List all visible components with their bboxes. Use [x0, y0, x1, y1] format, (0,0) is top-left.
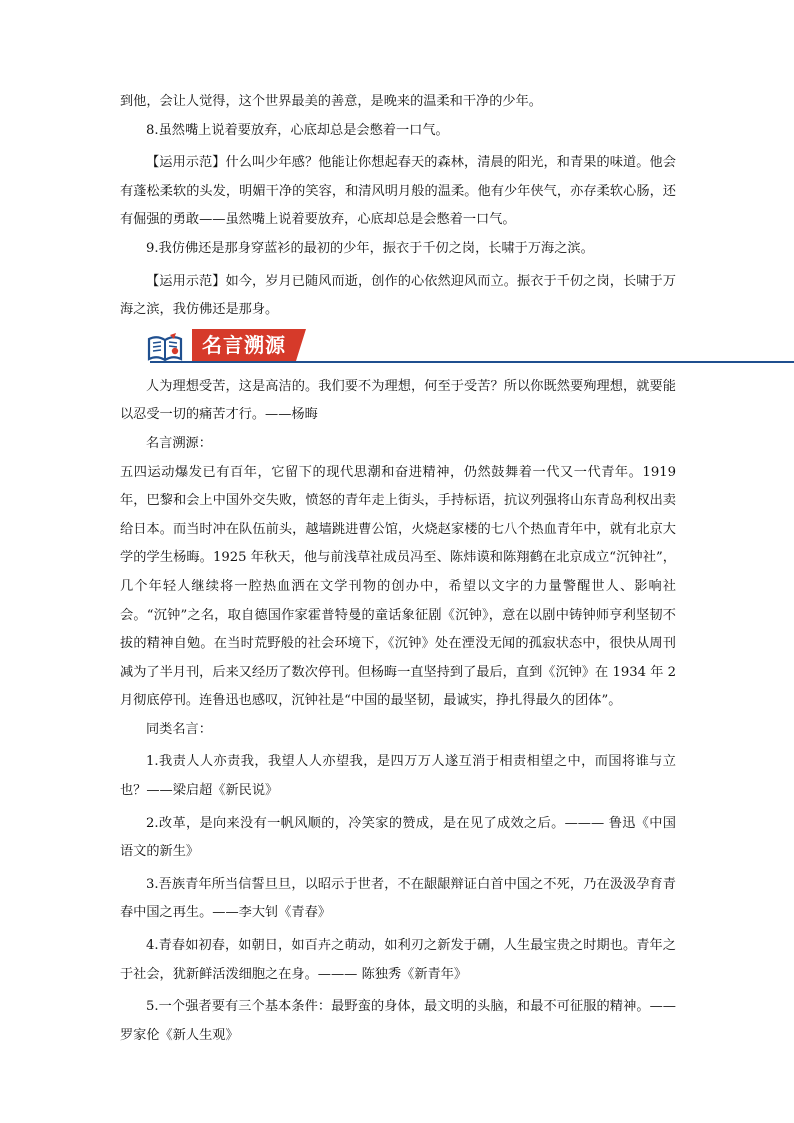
similar-quote-5: 5.一个强者要有三个基本条件：最野蛮的身体，最文明的头脑，和最不可征服的精神。——罗家伦《新人生观》	[120, 999, 676, 1043]
document-page	[120, 88, 676, 1050]
origin-label: 名言溯源：	[146, 435, 212, 451]
section-header	[120, 327, 676, 373]
example-paragraph-2: 【运用示范】如今，岁月已随风而逝，创作的心依然迎风而立。振衣于千仞之岗，长啸于万海之滨，我仿佛还是那身。	[120, 273, 676, 318]
similar-quote-2: 2.改革，是向来没有一帆风顺的，冷笑家的赞成，是在见了成效之后。——— 鲁迅《中国语文的新生》	[120, 815, 676, 860]
origin-paragraph: 五四运动爆发已有百年，它留下的现代思潮和奋进精神，仍然鼓舞着一代又一代青年。1919 年，巴黎和会上中国外交失败，愤怒的青年走上街头，手持标语，抗议列强将山东青岛利权出卖给日本。而当时冲在队伍前头，越墙跳进曹公馆，火烧赵家楼的七八个热血青年中，就有北京大学的学生杨晦。1925 年秋天，他与前浅草社成员冯至、陈炜谟和陈翔鹤在北京成立“沉钟社”，几个年轻人继续将一腔热血洒在文学刊物的创办中，希望以文字的力量警醒世人、影响社会。“沉钟”之名，取自德国作家霍普特曼的童话象征剧《沉钟》，意在以剧中铸钟师亨利坚韧不拔的精神自勉。在当时荒野般的社会环境下，《沉钟》处在湮没无闻的孤寂状态中，很快从周刊减为了半月刊，后来又经历了数次停刊。但杨晦一直坚持到了最后，直到《沉钟》在 1934 年 2 月彻底停刊。连鲁迅也感叹，沉钟社是“中国的最坚韧，最诚实，挣扎得最久的团体”。	[120, 464, 676, 709]
item-9: 9.我仿佛还是那身穿蓝衫的最初的少年，振衣于千仞之岗，长啸于万海之滨。	[146, 240, 594, 256]
quote-paragraph: 人为理想受苦，这是高洁的。我们要不为理想，何至于受苦？所以你既然要殉理想，就要能以忍受一切的痛苦才行。——杨晦	[120, 378, 676, 423]
section-divider-line	[150, 361, 794, 363]
similar-quote-3: 3.吾族青年所当信誓旦旦，以昭示于世者，不在龈龈辩证白首中国之不死，乃在汲汲孕育青春中国之再生。——李大钊《青春》	[120, 876, 676, 921]
section-title: 名言溯源	[192, 329, 296, 361]
similar-quote-4: 4.青春如初春，如朝日，如百卉之萌动，如利刃之新发于硎，人生最宝贵之时期也。青年之于社会，犹新鲜活泼细胞之在身。——— 陈独秀《新青年》	[120, 938, 676, 982]
open-book-icon	[146, 331, 184, 363]
similar-quotes-label: 同类名言：	[146, 721, 212, 737]
item-8: 8.虽然嘴上说着要放弃，心底却总是会憋着一口气。	[146, 122, 449, 138]
similar-quote-1: 1.我责人人亦责我，我望人人亦望我，是四万万人遂互消于相责相望之中，而国将谁与立也？——梁启超《新民说》	[120, 754, 676, 799]
example-paragraph-1: 【运用示范】什么叫少年感？他能让你想起春天的森林，清晨的阳光，和青果的味道。他会有蓬松柔软的头发，明媚干净的笑容，和清风明月般的温柔。他有少年侠气，亦存柔软心肠，还有倔强的勇敢——虽然嘴上说着要放弃，心底却总是会憋着一口气。	[120, 155, 676, 228]
paragraph-continuation: 到他，会让人觉得，这个世界最美的善意，是晚来的温柔和干净的少年。	[120, 94, 542, 109]
